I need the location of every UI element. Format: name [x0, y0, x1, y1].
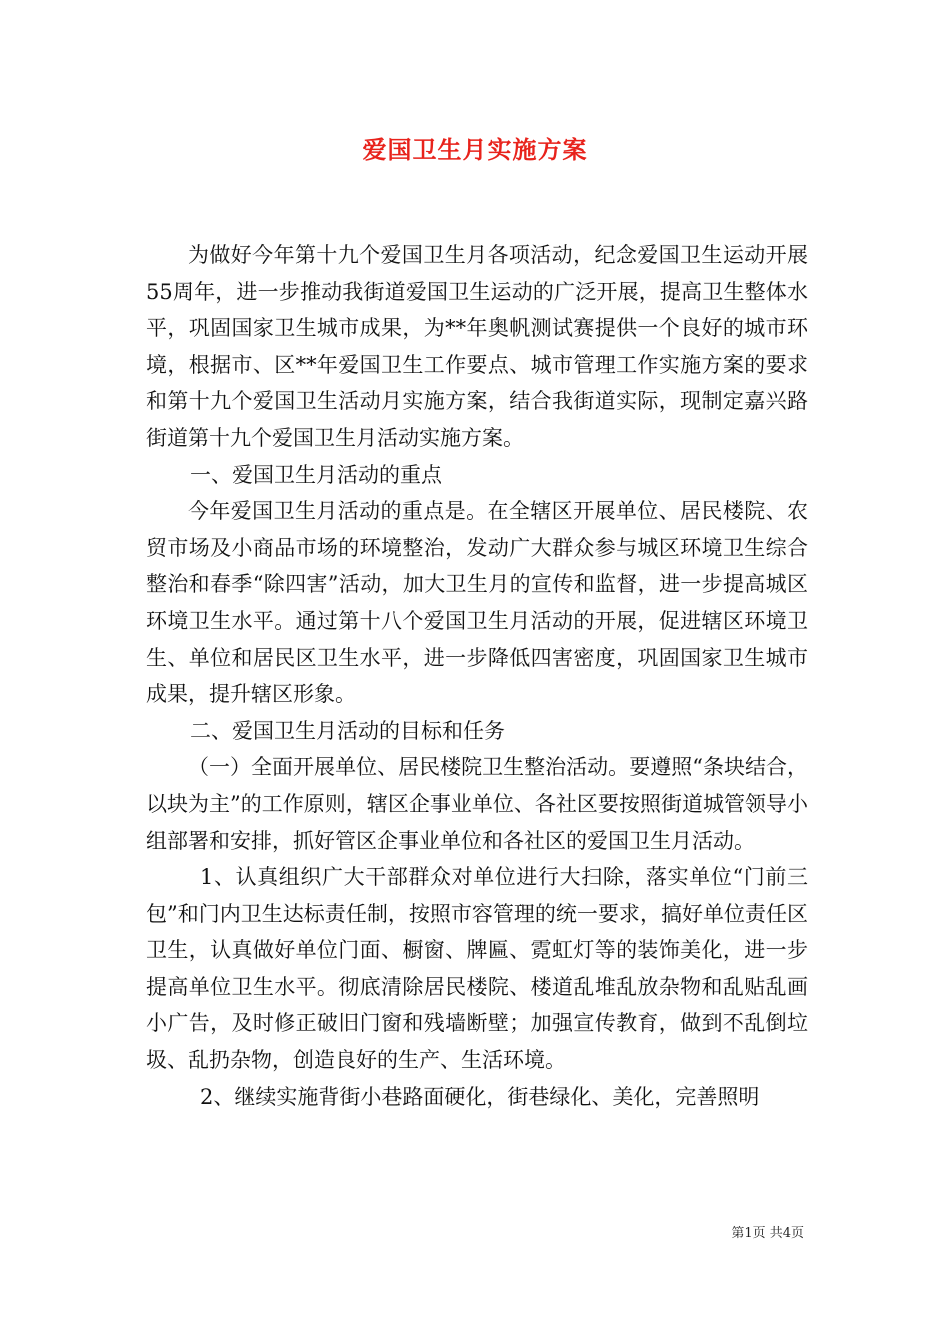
section-heading-2: 二、爱国卫生月活动的目标和任务: [190, 718, 505, 743]
subsection-1-paragraph: （一）全面开展单位、居民楼院卫生整治活动。要遵照“条块结合，以块为主”的工作原则，辖区企事业单位、各社区要按照街道城管领导小组部署和安排，抓好管区企事业单位和各社区的爱国卫生月活动。: [146, 755, 808, 853]
section-1-paragraph: 今年爱国卫生月活动的重点是。在全辖区开展单位、居民楼院、农贸市场及小商品市场的环境整治，发动广大群众参与城区环境卫生综合整治和春季“除四害”活动，加大卫生月的宣传和监督，进一步提高城区环境卫生水平。通过第十八个爱国卫生月活动的开展，促进辖区环境卫生、单位和居民区卫生水平，进一步降低四害密度，巩固国家卫生城市成果，提升辖区形象。: [146, 499, 808, 707]
page-number: 第1页 共4页: [731, 1226, 804, 1241]
item-2-paragraph: 2、继续实施背街小巷路面硬化，街巷绿化、美化，完善照明: [200, 1084, 760, 1109]
section-heading-1: 一、爱国卫生月活动的重点: [190, 462, 442, 487]
document-title: 爱国卫生月实施方案: [362, 135, 588, 164]
item-1-paragraph: 1、认真组织广大干部群众对单位进行大扫除，落实单位“门前三包”和门内卫生达标责任制，按照市容管理的统一要求，搞好单位责任区卫生，认真做好单位门面、橱窗、牌匾、霓虹灯等的装饰美化，进一步提高单位卫生水平。彻底清除居民楼院、楼道乱堆乱放杂物和乱贴乱画小广告，及时修正破旧门窗和残墙断壁；加强宣传教育，做到不乱倒垃圾、乱扔杂物，创造良好的生产、生活环境。: [146, 865, 808, 1073]
document-body: [146, 237, 808, 1115]
intro-paragraph: 为做好今年第十九个爱国卫生月各项活动，纪念爱国卫生运动开展55周年，进一步推动我街道爱国卫生运动的广泛开展，提高卫生整体水平，巩固国家卫生城市成果，为**年奥帆测试赛提供一个良好的城市环境，根据市、区**年爱国卫生工作要点、城市管理工作实施方案的要求和第十九个爱国卫生活动月实施方案，结合我街道实际，现制定嘉兴路街道第十九个爱国卫生月活动实施方案。: [146, 243, 808, 450]
